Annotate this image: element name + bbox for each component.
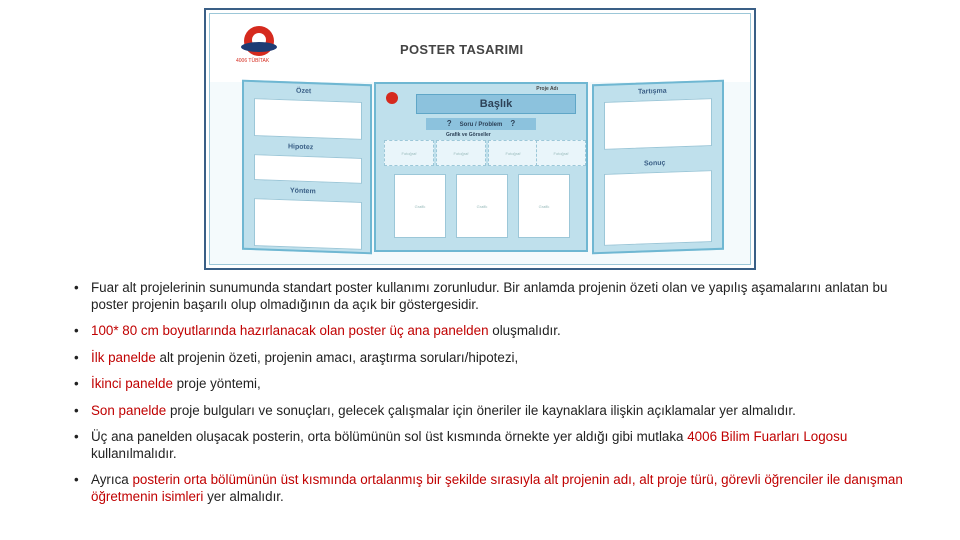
hipotez-label: Hipotez: [288, 143, 314, 152]
bullet-item: [74, 350, 904, 367]
left-panel: [242, 80, 372, 255]
tartisma-label: Tartışma: [638, 87, 667, 96]
middle-logo: [384, 92, 404, 110]
logo-text: 4006 TÜBİTAK: [236, 58, 270, 64]
right-panel: [592, 80, 724, 255]
soru-box: [426, 118, 536, 130]
bullet-item: [74, 403, 904, 420]
graph-box: Grafik: [394, 174, 446, 238]
photo-box: Fotoğraf: [536, 140, 586, 166]
bullet-text: Fuar alt projelerinin sunumunda standart poster kullanımı zorunludur. Bir anlamda projenin özeti olan ve yapılış aşamalarını anlatan bu poster projenin başarılı olup olmadığının da açık bir göstergesidir.: [91, 280, 888, 312]
bullet-text: proje bulguları ve sonuçları, gelecek çalışmalar için öneriler ile kaynaklara ilişkin açıklamalar yer almalıdır.: [166, 402, 796, 418]
bullet-text: yer almalıdır.: [203, 488, 284, 504]
middle-panel: [374, 82, 588, 252]
sonuc-label: Sonuç: [644, 159, 666, 168]
highlighted-text: posterin orta bölümünün üst kısmında ortalanmış bir şekilde sırasıyla alt projenin adı, alt proje türü, görevli öğrenciler ile danışman öğretmenin isimleri: [91, 472, 903, 504]
bullet-item: [74, 376, 904, 393]
bullet-text: alt projenin özeti, projenin amacı, araştırma soruları/hipotezi,: [155, 349, 519, 365]
proje-adi-label: Proje Adı: [536, 86, 558, 92]
question-icon: ?: [510, 119, 516, 128]
baslik-box: Başlık: [416, 94, 576, 114]
bullet-item: [74, 323, 904, 340]
highlighted-text: İlk panelde: [91, 349, 156, 365]
poster-header: [210, 14, 750, 82]
photo-box: Fotoğraf: [488, 140, 538, 166]
ozet-label: Özet: [296, 87, 312, 96]
bullet-text: kullanılmalıdır.: [91, 445, 177, 461]
photo-box: Fotoğraf: [384, 140, 434, 166]
graph-box: Grafik: [518, 174, 570, 238]
tartisma-box: [604, 98, 712, 150]
poster-frame: [209, 13, 751, 265]
hipotez-box: [254, 154, 362, 184]
bullet-text: oluşmalıdır.: [488, 323, 561, 338]
bullet-item: [74, 472, 904, 505]
poster-title: POSTER TASARIMI: [400, 42, 524, 57]
grafik-title: Grafik ve Görseller: [446, 132, 491, 138]
yontem-label: Yöntem: [290, 187, 316, 196]
highlighted-text: 100* 80 cm boyutlarında hazırlanacak olan poster üç ana panelden: [91, 323, 489, 338]
poster-image: [204, 8, 756, 270]
yontem-box: [254, 198, 362, 250]
highlighted-text: İkinci panelde: [91, 376, 173, 391]
logo-icon: [386, 92, 398, 104]
logo-icon: [244, 26, 274, 56]
ozet-box: [254, 98, 362, 140]
photo-box: Fotoğraf: [436, 140, 486, 166]
tubitak-logo: [236, 26, 288, 68]
bullet-item: [74, 280, 904, 313]
soru-label: Soru / Problem: [459, 122, 503, 128]
question-icon: ?: [446, 119, 452, 128]
sonuc-box: [604, 170, 712, 246]
highlighted-text: Son panelde: [91, 402, 167, 418]
bullet-text: Üç ana panelden oluşacak posterin, orta bölümünün sol üst kısmında örnekte yer aldığı gibi mutlaka: [91, 429, 688, 444]
bullet-item: [74, 429, 904, 462]
bullet-text: Ayrıca: [91, 472, 133, 487]
graph-box: Grafik: [456, 174, 508, 238]
bullet-text: proje yöntemi,: [172, 376, 261, 391]
highlighted-text: 4006 Bilim Fuarları Logosu: [687, 429, 848, 444]
bullet-list: [74, 280, 904, 515]
